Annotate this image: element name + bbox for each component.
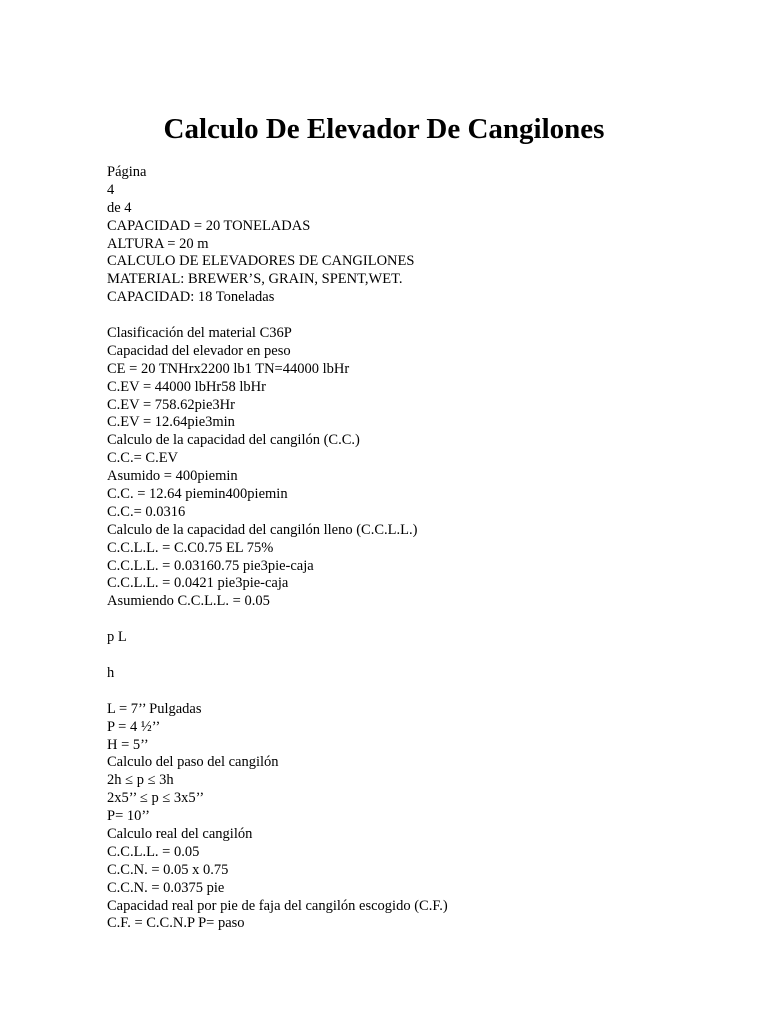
document-title: Calculo De Elevador De Cangilones [163,113,605,145]
text-line: 4 [107,181,115,198]
text-line: C.C.L.L. = 0.05 [107,843,200,860]
text-line: p L [107,629,127,646]
text-line: C.C.= 0.0316 [107,503,186,520]
text-line: C.EV = 44000 lbHr58 lbHr [107,378,266,395]
text-line: CAPACIDAD: 18 Toneladas [107,289,275,306]
text-line: C.C.= C.EV [107,450,179,467]
blank-line [107,611,727,629]
text-line: C.C.L.L. = 0.0421 pie3pie-caja [107,575,289,592]
text-line: C.F. = C.C.N.P P= paso [107,915,245,932]
text-line: ALTURA = 20 m [107,235,209,252]
text-line: C.EV = 12.64pie3min [107,414,235,431]
text-line: Calculo de la capacidad del cangilón (C.C.) [107,432,360,449]
text-line: C.C.L.L. = C.C0.75 EL 75% [107,539,274,556]
text-line: MATERIAL: BREWER’S, GRAIN, SPENT,WET. [107,271,403,288]
text-line: L = 7’’ Pulgadas [107,700,202,717]
document-body [107,164,727,933]
blank-line [107,683,727,701]
text-line: Asumiendo C.C.L.L. = 0.05 [107,593,270,610]
text-line: Calculo del paso del cangilón [107,754,279,771]
text-line: C.C.L.L. = 0.03160.75 pie3pie-caja [107,557,314,574]
text-line: P = 4 ½’’ [107,718,161,735]
text-line: P= 10’’ [107,808,150,825]
text-line: C.C. = 12.64 piemin400piemin [107,486,288,503]
text-line: CAPACIDAD = 20 TONELADAS [107,217,311,234]
text-line: h [107,664,115,681]
text-line: Capacidad real por pie de faja del cangilón escogido (C.F.) [107,897,448,914]
text-line: de 4 [107,199,132,216]
text-line: C.C.N. = 0.05 x 0.75 [107,861,229,878]
text-line: Clasificación del material C36P [107,325,292,342]
text-line: Asumido = 400piemin [107,468,238,485]
text-line: 2h ≤ p ≤ 3h [107,772,174,789]
text-line: Capacidad del elevador en peso [107,342,291,359]
text-line: H = 5’’ [107,736,149,753]
text-line: CE = 20 TNHrx2200 lb1 TN=44000 lbHr [107,360,350,377]
blank-line [107,647,727,665]
text-line: C.C.N. = 0.0375 pie [107,879,225,896]
text-line: Página [107,164,147,180]
text-line: 2x5’’ ≤ p ≤ 3x5’’ [107,790,205,807]
text-line: Calculo de la capacidad del cangilón lleno (C.C.L.L.) [107,521,418,538]
text-line: CALCULO DE ELEVADORES DE CANGILONES [107,253,415,270]
blank-line [107,307,727,325]
text-line: C.EV = 758.62pie3Hr [107,396,235,413]
text-line: Calculo real del cangilón [107,825,253,842]
